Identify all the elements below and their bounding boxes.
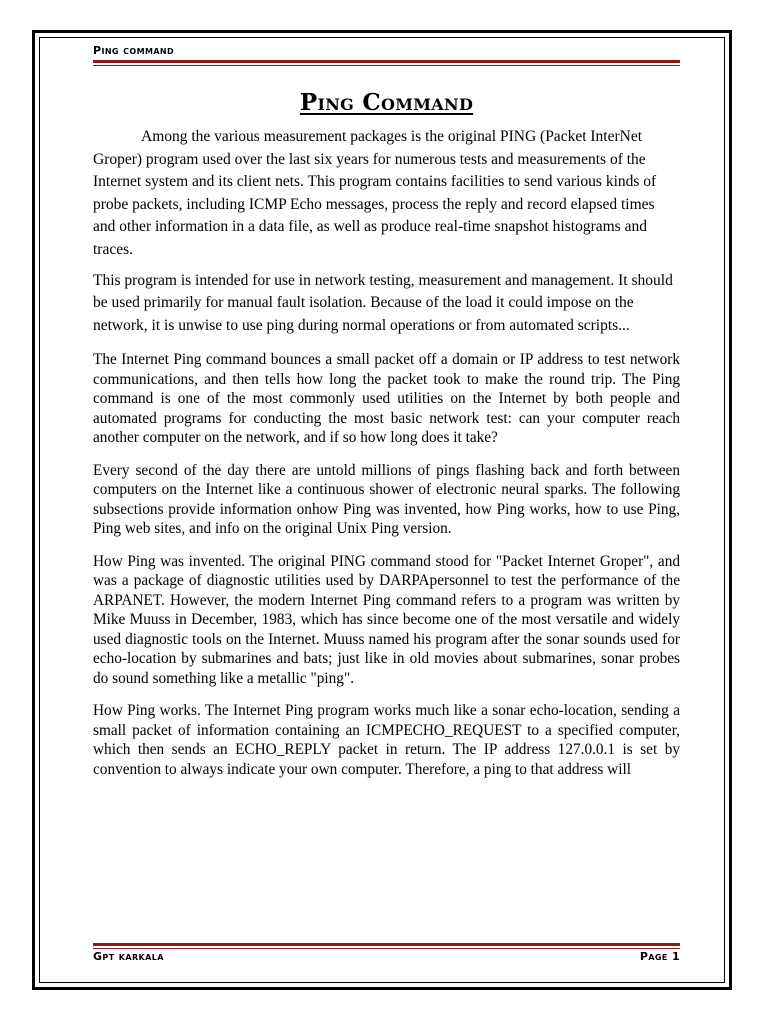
page-title: Ping Command [299, 89, 474, 116]
paragraph-intro: Among the various measurement packages is the original PING (Packet InterNet Groper) program used over the last six years for numerous tests and measurements of the Internet system and its client nets. This program contains facilities to send various kinds of probe packets, including ICMP Echo messages, process the reply and record elapsed times and other information in a data file, as well as produce real-time snapshot histograms and traces. [93, 128, 657, 258]
page-body [93, 89, 680, 779]
footer-rule [93, 943, 680, 949]
page-number: Page 1 [639, 950, 680, 963]
paragraph-every-second: Every second of the day there are untold millions of pings flashing back and forth between computers on the Internet like a continuous shower of electronic neural sparks. The following subsections provide information onhow Ping was invented, how Ping works, how to use Ping, Ping web sites, and info on the original Unix Ping version. [93, 461, 680, 538]
paragraph-works: How Ping works. The Internet Ping program works much like a sonar echo-location, sending a small packet of information containing an ICMPECHO_REQUEST to a specified computer, which then sends an ECHO_REPLY packet in return. The IP address 127.0.0.1 is set by convention to always indicate your own computer. Therefore, a ping to that address will [93, 702, 680, 778]
footer-left: Gpt karkala [93, 950, 164, 963]
paragraph-bounce: The Internet Ping command bounces a small packet off a domain or IP address to test network communications, and then tells how long the packet took to make the round trip. The Ping command is one of the most commonly used utilities on the Internet by both people and automated programs for conducting the most basic network test: can your computer reach another computer on the network, and if so how long does it take? [93, 351, 680, 447]
paragraph-invented: How Ping was invented. The original PING command stood for "Packet Internet Groper", and was a package of diagnostic utilities used by DARPApersonnel to test the performance of the ARPANET. However, the modern Internet Ping command refers to a program was written by Mike Muuss in December, 1983, which has since become one of the most versatile and widely used diagnostic tools on the Internet. Muuss named his program after the sonar sounds used for echo-location by submarines and bats; just like in old movies about submarines, sonar probes do sound something like a metallic "ping". [93, 552, 680, 687]
header-rule [93, 60, 680, 66]
running-header: Ping command [93, 44, 175, 57]
running-footer [93, 950, 680, 963]
paragraph-usage: This program is intended for use in network testing, measurement and management. It should be used primarily for manual fault isolation. Because of the load it could impose on the network, it is unwise to use ping during normal operations or from automated scripts... [93, 271, 673, 334]
document-page [32, 30, 732, 990]
